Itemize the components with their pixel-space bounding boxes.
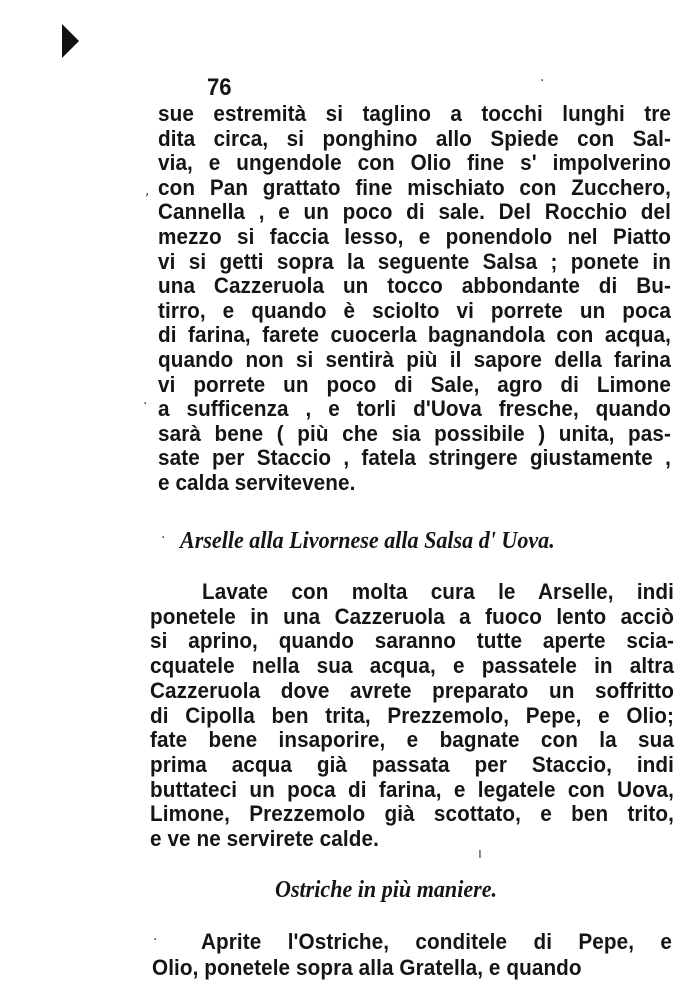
text-line-content: di Cipolla ben trita, Prezzemolo, Pepe, e Olio;: [150, 702, 674, 728]
text-line-content: vi porrete un poco di Sale, agro di Limone: [158, 371, 671, 397]
text-line: [158, 102, 671, 126]
text-line: [150, 728, 674, 752]
text-line: [158, 323, 671, 347]
text-line-content: dita circa, si ponghino allo Spiede con Sal-: [158, 125, 671, 151]
text-line: [150, 827, 379, 851]
text-line: [150, 679, 674, 703]
text-line-content: quando non si sentirà più il sapore della farina: [158, 347, 671, 372]
text-line: [150, 802, 674, 826]
text-line: [158, 471, 355, 495]
text-line-content: Olio, ponetele sopra alla Gratella, e quando: [152, 954, 582, 980]
recipe-heading-arselle: Arselle alla Livornese alla Salsa d' Uova.: [180, 528, 555, 554]
print-speck: ·: [161, 530, 166, 546]
text-line: [158, 397, 671, 421]
text-line-content: sate per Staccio , fatela stringere giustamente ,: [158, 445, 671, 471]
text-line: [150, 605, 674, 629]
text-line: [158, 274, 671, 298]
text-line-content: Aprite l'Ostriche, conditele di Pepe, e: [201, 929, 672, 954]
text-line: [158, 446, 671, 470]
text-line-content: Lavate con molta cura le Arselle, indi: [202, 579, 674, 604]
text-line-content: con Pan grattato fine mischiato con Zucchero,: [158, 174, 671, 200]
text-line: [158, 348, 671, 372]
recipe-heading-ostriche: Ostriche in più maniere.: [275, 877, 498, 903]
text-line-content: tirro, e quando è sciolto vi porrete un poca: [158, 297, 671, 323]
text-line-content: di farina, farete cuocerla bagnandola con acqua,: [158, 322, 671, 348]
text-line: [158, 250, 671, 274]
text-line: [201, 930, 672, 954]
text-line-content: si aprino, quando saranno tutte aperte scia-: [150, 628, 674, 654]
text-line: [150, 654, 674, 678]
text-line-content: e ve ne servirete calde.: [150, 826, 379, 851]
text-line-content: Cannella , e un poco di sale. Del Rocchio del: [158, 199, 671, 225]
text-line: [202, 580, 674, 604]
text-line: [150, 753, 674, 777]
text-line-content: Cazzeruola dove avrete preparato un soffritto: [150, 677, 674, 703]
text-line-content: Limone, Prezzemolo già scottato, e ben trito,: [150, 801, 674, 827]
text-line-content: a sufficenza , e torli d'Uova fresche, quando: [158, 396, 671, 422]
text-line-content: fate bene insaporire, e bagnate con la sua: [150, 727, 674, 753]
text-line: [158, 299, 671, 323]
print-speck: ·: [540, 73, 545, 89]
text-line-content: una Cazzeruola un tocco abbondante di Bu-: [158, 273, 671, 299]
text-line: [150, 778, 674, 802]
text-line: [158, 127, 671, 151]
text-line-content: via, e ungendole con Olio fine s' impolverino: [158, 150, 671, 176]
text-line-content: sue estremità si taglino a tocchi lunghi tre: [158, 101, 671, 126]
text-line-content: buttateci un poca di farina, e legatele con Uova,: [150, 776, 674, 802]
print-speck: ·: [153, 932, 158, 948]
text-line-content: mezzo si faccia lesso, e ponendolo nel Piatto: [158, 224, 671, 249]
text-line: [158, 176, 671, 200]
text-line-content: ponetele in una Cazzeruola a fuoco lento acciò: [150, 603, 674, 629]
text-line-content: prima acqua già passata per Staccio, indi: [150, 751, 674, 777]
text-line-content: vi si getti sopra la seguente Salsa ; ponete in: [158, 248, 671, 274]
text-line: [158, 200, 671, 224]
print-speck: ı: [478, 846, 482, 862]
page-marker-icon: [62, 24, 79, 58]
text-line-content: cquatele nella sua acqua, e passatele in altra: [150, 653, 674, 679]
text-line-content: e calda servitevene.: [158, 470, 356, 495]
page-number: 76: [207, 74, 232, 101]
text-line: [150, 704, 674, 728]
print-speck: ·: [143, 396, 148, 412]
text-line: [152, 956, 582, 980]
text-line: [158, 422, 671, 446]
print-speck: ,: [145, 183, 150, 199]
text-line-content: sarà bene ( più che sia possibile ) unita, pas-: [158, 420, 671, 446]
text-line: [158, 225, 671, 249]
text-line: [150, 629, 674, 653]
text-line: [158, 151, 671, 175]
text-line: [158, 373, 671, 397]
